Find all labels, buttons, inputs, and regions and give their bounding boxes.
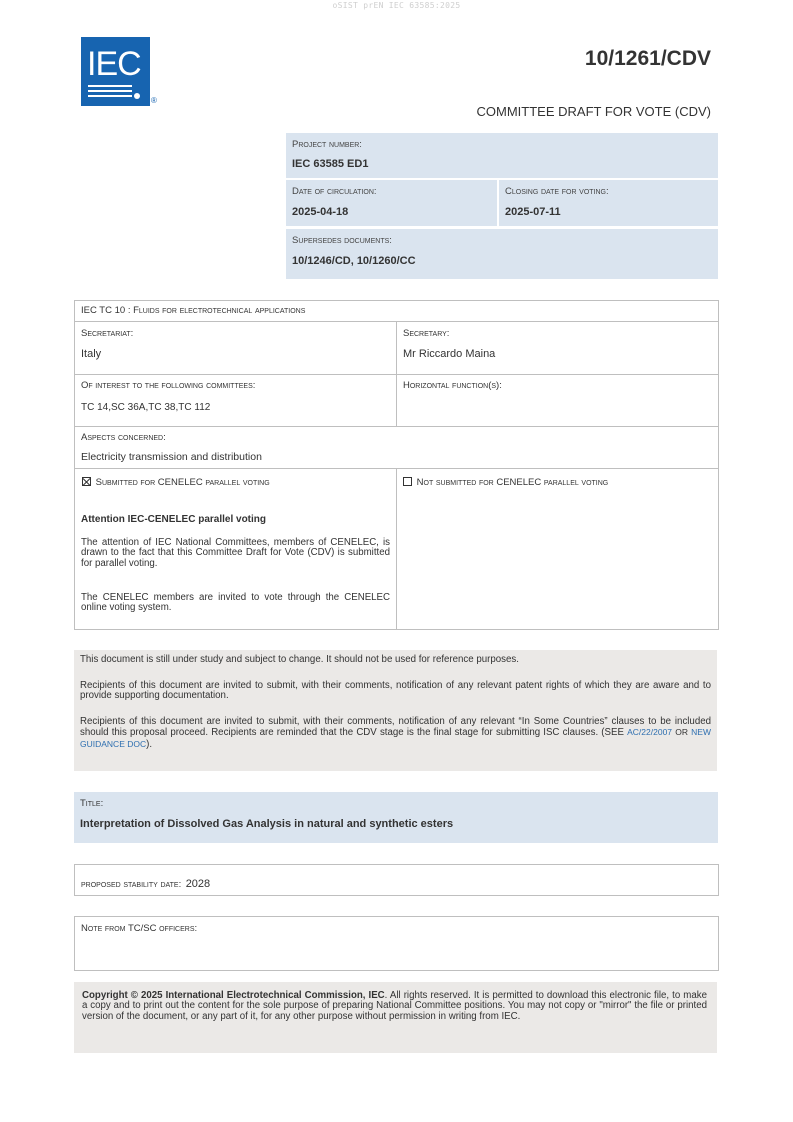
secretariat-label: Secretariat: bbox=[81, 328, 134, 339]
new-guidance-doc-link[interactable]: NEW GUIDANCE DOC bbox=[80, 727, 711, 749]
closing-label: Closing date for voting: bbox=[505, 186, 609, 197]
title-label: Title: bbox=[80, 798, 104, 809]
project-number-label: Project number: bbox=[292, 139, 362, 150]
cenelec-not-submitted-cell bbox=[396, 468, 719, 630]
stability-label: proposed stability date: bbox=[81, 879, 182, 890]
copyright-body: . All rights reserved. It is permitted to download this electronic file, to make a copy and to print out the content for the sole purpose of preparing National Committee positions. You may not copy or "mirror" the file or printed version of the document, or any part of it, for any other purpose without permission in writing from IEC. bbox=[82, 990, 707, 1022]
stability-row bbox=[81, 874, 210, 892]
copyright-bold: Copyright © 2025 International Electrotechnical Commission, IEC bbox=[82, 990, 385, 1001]
copyright-text bbox=[82, 991, 707, 1022]
secretary-value: Mr Riccardo Maina bbox=[403, 348, 496, 360]
notice-p3-text: Recipients of this document are invited to submit, with their comments, notification of any relevant “In Some Countries” clauses to be included should this proposal proceed. Recipients are reminded that the CDV stage is the final stage for submitting ISC clauses. ( bbox=[80, 716, 711, 739]
checked-checkbox-icon[interactable] bbox=[82, 477, 91, 486]
notice-paragraph-3 bbox=[80, 717, 711, 750]
supersedes-box bbox=[286, 229, 718, 279]
registered-mark: ® bbox=[151, 96, 157, 105]
closing-date: 2025-07-11 bbox=[505, 206, 561, 218]
logo-text: IEC bbox=[87, 45, 141, 83]
attention-paragraph-1: The attention of IEC National Committees, members of CENELEC, is drawn to the fact that this Committee Draft for Vote (CDV) is submitted for parallel voting. bbox=[81, 537, 390, 569]
notice-paragraph-2: Recipients of this document are invited to submit, with their comments, notification of any relevant patent rights of which they are aware and to provide supporting documentation. bbox=[80, 680, 711, 702]
submitted-label: Submitted for CENELEC parallel voting bbox=[95, 477, 270, 488]
cenelec-submitted-cell bbox=[74, 468, 397, 630]
interest-cell bbox=[74, 374, 397, 427]
secretary-label: Secretary: bbox=[403, 328, 450, 339]
aspects-row bbox=[74, 426, 719, 469]
circulation-box bbox=[286, 180, 497, 226]
attention-paragraph-2: The CENELEC members are invited to vote through the CENELEC online voting system. bbox=[81, 592, 390, 614]
tc-label: IEC TC 10 : Fluids for electrotechnical applications bbox=[81, 305, 306, 316]
closing-box bbox=[499, 180, 718, 226]
submitted-option[interactable] bbox=[82, 477, 270, 488]
horizontal-cell bbox=[396, 374, 719, 427]
circulation-date: 2025-04-18 bbox=[292, 206, 349, 218]
ac-22-2007-link[interactable]: AC/22/2007 bbox=[627, 727, 673, 738]
document-number: 10/1261/CDV bbox=[584, 47, 711, 70]
document-type: COMMITTEE DRAFT FOR VOTE (CDV) bbox=[476, 104, 711, 119]
secretary-cell bbox=[396, 321, 719, 375]
tc-row bbox=[74, 300, 719, 322]
aspects-value: Electricity transmission and distribution bbox=[81, 451, 262, 463]
stability-box bbox=[74, 864, 719, 896]
notice-paragraph-1: This document is still under study and subject to change. It should not be used for reference purposes. bbox=[80, 654, 519, 665]
circulation-label: Date of circulation: bbox=[292, 186, 377, 197]
iec-logo bbox=[81, 37, 150, 106]
interest-label: Of interest to the following committees: bbox=[81, 380, 256, 391]
stability-value: 2028 bbox=[185, 878, 211, 890]
not-submitted-label: Not submitted for CENELEC parallel voting bbox=[416, 477, 609, 488]
project-number: IEC 63585 ED1 bbox=[292, 158, 369, 170]
unchecked-checkbox-icon[interactable] bbox=[403, 477, 412, 486]
horizontal-label: Horizontal function(s): bbox=[403, 380, 502, 391]
notice-end: ). bbox=[146, 738, 153, 750]
notice-or: OR bbox=[675, 727, 688, 738]
attention-title: Attention IEC-CENELEC parallel voting bbox=[81, 514, 267, 525]
aspects-label: Aspects concerned: bbox=[81, 432, 166, 443]
secretariat-cell bbox=[74, 321, 397, 375]
title-box bbox=[74, 792, 718, 843]
document-title: Interpretation of Dissolved Gas Analysis in natural and synthetic esters bbox=[80, 818, 454, 830]
not-submitted-option[interactable] bbox=[403, 477, 608, 488]
copyright-box bbox=[74, 982, 717, 1053]
project-number-box bbox=[286, 133, 718, 178]
watermark: oSIST prEN IEC 63585:2025 bbox=[332, 1, 461, 10]
notice-see: SEE bbox=[604, 727, 624, 739]
note-label: Note from TC/SC officers: bbox=[81, 923, 198, 934]
interest-value: TC 14,SC 36A,TC 38,TC 112 bbox=[81, 402, 211, 413]
secretariat-value: Italy bbox=[81, 348, 102, 360]
supersedes-label: Supersedes documents: bbox=[292, 235, 392, 246]
supersedes-documents: 10/1246/CD, 10/1260/CC bbox=[292, 255, 416, 267]
note-box bbox=[74, 916, 719, 971]
notice-box bbox=[74, 650, 717, 771]
